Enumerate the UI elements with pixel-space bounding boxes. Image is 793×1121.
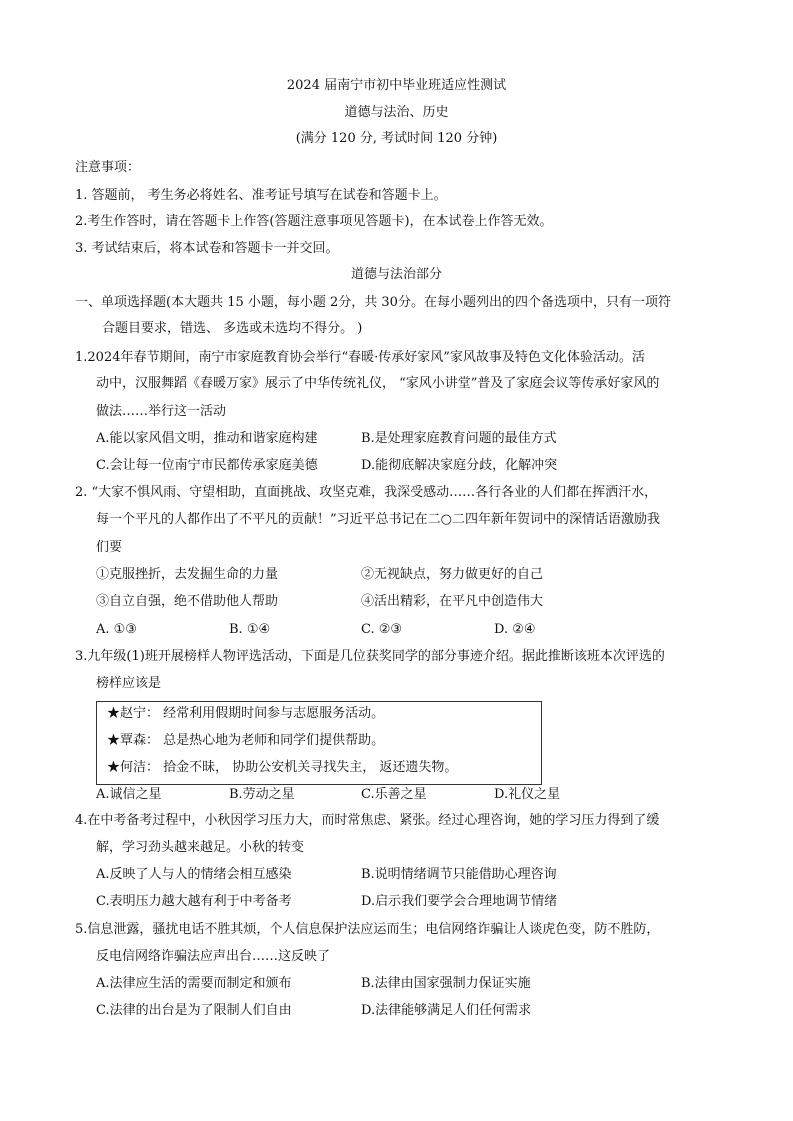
question-stem: 2. “大家不惧风雨、守望相助，直面挑战、攻坚克难，我深受感动……各行各业的人们都在挥洒汗水， <box>75 485 658 500</box>
question-stem: 反电信网络诈骗法应声出台……这反映了 <box>96 949 331 964</box>
option-d: D.法律能够满足人们任何需求 <box>361 1003 532 1018</box>
option-b: B. ①④ <box>229 622 271 637</box>
option-a: A. ①③ <box>96 622 137 637</box>
option-c: C.会让每一位南宁市民都传承家庭美德 <box>96 458 318 473</box>
question-stem: 解，学习劲头越来越足。小秋的转变 <box>96 840 305 855</box>
statement-1: ①克服挫折，去发掘生命的力量 <box>96 567 279 582</box>
option-c: C.表明压力越大越有利于中考备考 <box>96 894 292 909</box>
exam-info: (满分 120 分, 考试时间 120 分钟) <box>295 131 498 146</box>
option-b: B.劳动之星 <box>229 787 295 802</box>
option-c: C. ②③ <box>361 622 403 637</box>
option-a: A.能以家风倡文明，推动和谐家庭构建 <box>96 431 318 446</box>
option-d: D.礼仪之星 <box>494 787 561 802</box>
option-b: B.是处理家庭教育问题的最佳方式 <box>361 431 557 446</box>
option-d: D. ②④ <box>494 622 536 637</box>
question-stem: 4.在中考备考过程中，小秋因学习压力大，而时常焦虑、紧张。经过心理咨询，她的学习压力得到了缓 <box>75 813 660 828</box>
option-a: A.诚信之星 <box>96 787 162 802</box>
question-stem: 每一个平凡的人都作出了不平凡的贡献！”习近平总书记在二○二四年新年贺词中的深情话语激励我 <box>96 512 660 527</box>
question-stem: 动中，汉服舞蹈《春暖万家》展示了中华传统礼仪， “家风小讲堂”普及了家庭会议等传承好家风的 <box>96 376 660 391</box>
notice-item: 2.考生作答时，请在答题卡上作答(答题注意事项见答题卡)，在本试卷上作答无效。 <box>75 214 553 229</box>
part-instruction: 一、单项选择题(本大题共 15 小题，每小题 2分，共 30分。在每小题列出的四个备选项中，只有一项符 <box>75 295 671 310</box>
option-d: D.能彻底解决家庭分歧，化解冲突 <box>361 458 558 473</box>
option-b: B.说明情绪调节只能借助心理咨询 <box>361 867 557 882</box>
question-stem: 榜样应该是 <box>96 676 162 691</box>
notice-item: 1. 答题前， 考生务必将姓名、准考证号填写在试卷和答题卡上。 <box>75 188 447 203</box>
option-b: B.法律由国家强制力保证实施 <box>361 976 531 991</box>
box-entry: ★赵宁： 经常利用假期时间参与志愿服务活动。 <box>107 706 385 721</box>
section-title: 道德与法治部分 <box>350 267 442 282</box>
notice-item: 3. 考试结束后，将本试卷和答题卡一并交回。 <box>75 241 339 256</box>
option-c: C.法律的出台是为了限制人们自由 <box>96 1003 292 1018</box>
option-c: C.乐善之星 <box>361 787 427 802</box>
statement-2: ②无视缺点，努力做更好的自己 <box>361 567 544 582</box>
part-instruction: 合题目要求，错选、 多选或未选均不得分。 ) <box>102 321 363 336</box>
example-box <box>96 701 542 785</box>
exam-title: 2024 届南宁市初中毕业班适应性测试 <box>286 78 507 93</box>
statement-4: ④活出精彩，在平凡中创造伟大 <box>361 594 544 609</box>
notice-heading: 注意事项： <box>75 160 141 175</box>
option-a: A.反映了人与人的情绪会相互感染 <box>96 867 292 882</box>
question-stem: 们要 <box>96 540 123 555</box>
question-stem: 1.2024年春节期间，南宁市家庭教育协会举行“春暖·传承好家风”家风故事及特色文化体验活动。活 <box>75 350 645 365</box>
statement-3: ③自立自强，绝不借助他人帮助 <box>96 594 279 609</box>
box-entry: ★何洁： 拾金不昧， 协助公安机关寻找失主， 返还遗失物。 <box>107 760 458 775</box>
option-a: A.法律应生活的需要而制定和颁布 <box>96 976 292 991</box>
exam-subject: 道德与法治、历史 <box>344 105 449 120</box>
question-stem: 3.九年级(1)班开展榜样人物评选活动，下面是几位获奖同学的部分事迹介绍。据此推断该班本次评选的 <box>75 649 665 664</box>
question-stem: 做法……举行这一活动 <box>96 404 227 419</box>
box-entry: ★覃森： 总是热心地为老师和同学们提供帮助。 <box>107 733 385 748</box>
option-d: D.启示我们要学会合理地调节情绪 <box>361 894 558 909</box>
question-stem: 5.信息泄露，骚扰电话不胜其烦，个人信息保护法应运而生；电信网络诈骗让人谈虎色变，防不胜防， <box>75 922 660 937</box>
